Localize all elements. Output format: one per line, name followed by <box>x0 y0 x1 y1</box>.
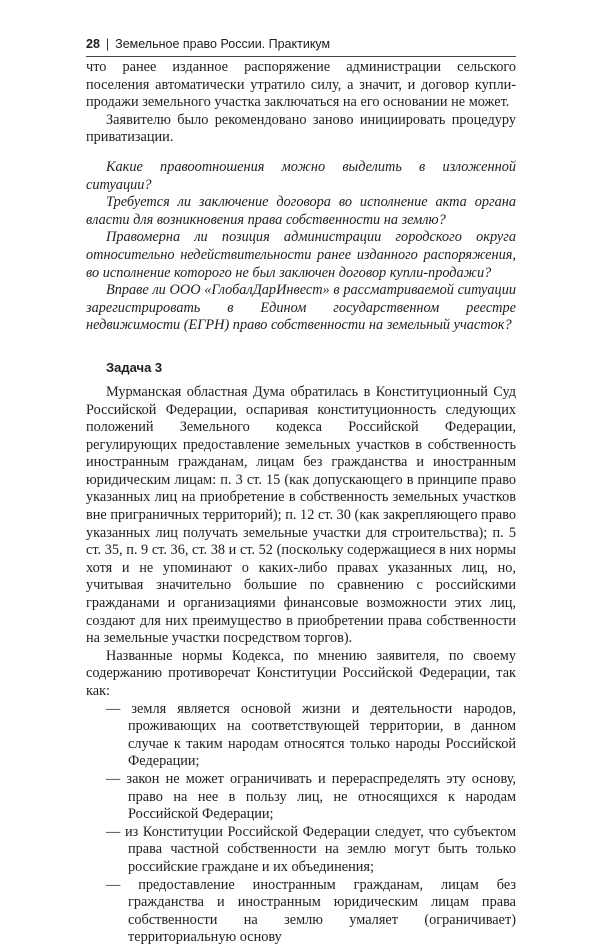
question-2: Требуется ли заключение договора во исполнение акта органа власти для возникновения права собственности на землю? <box>86 194 516 228</box>
list-item: — предоставление иностранным гражданам, лицам без гражданства и иностранным юридическим лицам права собственности на землю умаляет (ограничивает) территориальную основу <box>106 876 516 946</box>
task-heading: Задача 3 <box>106 359 163 375</box>
question-1: Какие правоотношения можно выделить в изложенной ситуации? <box>86 158 516 193</box>
question-4: Вправе ли ООО «ГлобалДарИнвест» в рассматриваемой ситуации зарегистрировать в Едином государственном реестре недвижимости (ЕГРН) право собственности на земельный участок? <box>86 282 516 334</box>
book-title: Земельное право России. Практикум <box>115 37 331 51</box>
running-header <box>86 36 516 52</box>
list-item: — земля является основой жизни и деятельности народов, проживающих на соответствующей территории, в данном случае к таким народам относятся только народы Российской Федерации; <box>106 700 516 770</box>
page-number: 28 <box>86 37 100 51</box>
task-paragraph-2: Названные нормы Кодекса, по мнению заявителя, по своему содержанию противоречат Конституции Российской Федерации, так как: <box>86 647 516 699</box>
page-body <box>86 59 516 947</box>
header-rule <box>86 56 516 57</box>
header-separator: | <box>105 37 110 51</box>
list-item: — из Конституции Российской Федерации следует, что субъектом права частной собственности на землю могут быть только российские граждане и их объединения; <box>106 823 516 875</box>
list-item: — закон не может ограничивать и перераспределять эту основу, право на нее в пользу лиц, не относящихся к народам Российской Федерации; <box>106 770 516 823</box>
intro-paragraph-2: Заявителю было рекомендовано заново инициировать процедуру приватизации. <box>86 111 516 146</box>
task-paragraph-1: Мурманская областная Дума обратилась в Конституционный Суд Российской Федерации, оспаривая конституционность следующих положений Земельного кодекса Российской Федерации, регулирующих предоставление земельных участков в собственность иностранным гражданам, лицам без гражданства и иностранным юридическим лицам: п. 3 ст. 15 (как допускающего в принципе право указанных лиц на приобретение в собственность земельных участков вне приграничных территорий); п. 12 ст. 30 (как закрепляющего право указанных лиц получать земельные участки для строительства); п. 5 ст. 35, п. 9 ст. 36, ст. 38 и ст. 52 (поскольку содержащиеся в них нормы хотя и не упоминают о каких-либо правах указанных лиц, но, учитывая значительно большие по сравнению с российскими гражданами и организациями финансовые возможности этих лиц, создают для них преимущество в приобретении права собственности на земельные участки посредством торгов). <box>86 383 516 647</box>
intro-paragraph-1: что ранее изданное распоряжение администрации сельского поселения автоматически утратило силу, а значит, и договор купли-продажи земельного участка заключаться на его основании не может. <box>86 59 516 111</box>
question-3: Правомерна ли позиция администрации городского округа относительно недействительности ранее изданного распоряжения, во исполнение которого не был заключен договор купли-продажи? <box>86 229 516 281</box>
